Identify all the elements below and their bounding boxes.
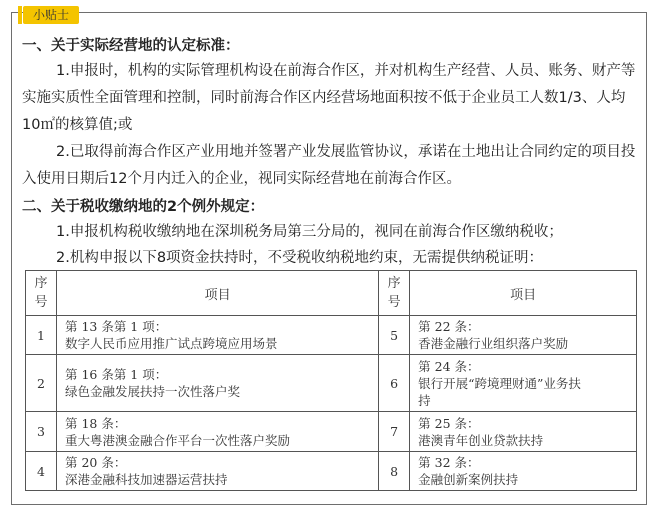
table-row	[26, 452, 637, 491]
table-row	[26, 316, 637, 355]
row-item: 第 16 条第 1 项： 绿色金融发展扶持一次性落户奖	[56, 355, 378, 412]
section1-heading: 一、关于实际经营地的认定标准：	[22, 38, 240, 54]
row-item: 第 25 条： 港澳青年创业贷款扶持	[410, 412, 637, 452]
section2-heading: 二、关于税收缴纳地的2个例外规定：	[22, 199, 265, 215]
row-number: 7	[379, 412, 410, 452]
header-item-right: 项目	[410, 271, 637, 316]
tips-tag: 小贴士	[23, 6, 79, 24]
tag-accent-bar	[18, 6, 22, 24]
table-row	[26, 412, 637, 452]
row-item: 第 32 条： 金融创新案例扶持	[410, 452, 637, 491]
section1-item1: 1.申报时，机构的实际管理机构设在前海合作区，并对机构生产经营、人员、账务、财产等实施实质性全面管理和控制，同时前海合作区内经营场地面积按不低于企业员工人数1/3、人均10㎡的核算值;或	[22, 63, 636, 133]
row-number: 2	[26, 355, 57, 412]
section2-item1: 1.申报机构税收缴纳地在深圳税务局第三分局的，视同在前海合作区缴纳税收；	[56, 224, 563, 240]
row-number: 8	[379, 452, 410, 491]
row-item: 第 22 条： 香港金融行业组织落户奖励	[410, 316, 637, 355]
row-item: 第 24 条： 银行开展“跨境理财通”业务扶 持	[410, 355, 637, 412]
table-row	[26, 355, 637, 412]
subsidy-items-table	[25, 270, 637, 491]
row-number: 3	[26, 412, 57, 452]
row-number: 1	[26, 316, 57, 355]
row-item: 第 20 条： 深港金融科技加速器运营扶持	[56, 452, 378, 491]
header-num-left: 序 号	[26, 271, 57, 316]
row-number: 5	[379, 316, 410, 355]
header-num-right: 序 号	[379, 271, 410, 316]
row-item: 第 13 条第 1 项： 数字人民币应用推广试点跨境应用场景	[56, 316, 378, 355]
row-number: 4	[26, 452, 57, 491]
header-item-left: 项目	[56, 271, 378, 316]
row-item: 第 18 条： 重大粤港澳金融合作平台一次性落户奖励	[56, 412, 378, 452]
tips-content	[22, 34, 642, 271]
table-header-row	[26, 271, 637, 316]
section1-item2: 2.已取得前海合作区产业用地并签署产业发展监管协议，承诺在土地出让合同约定的项目投入使用日期后12个月内迁入的企业，视同实际经营地在前海合作区。	[22, 144, 636, 187]
row-number: 6	[379, 355, 410, 412]
section2-item2: 2.机构申报以下8项资金扶持时，不受税收纳税地约束，无需提供纳税证明：	[56, 250, 544, 266]
